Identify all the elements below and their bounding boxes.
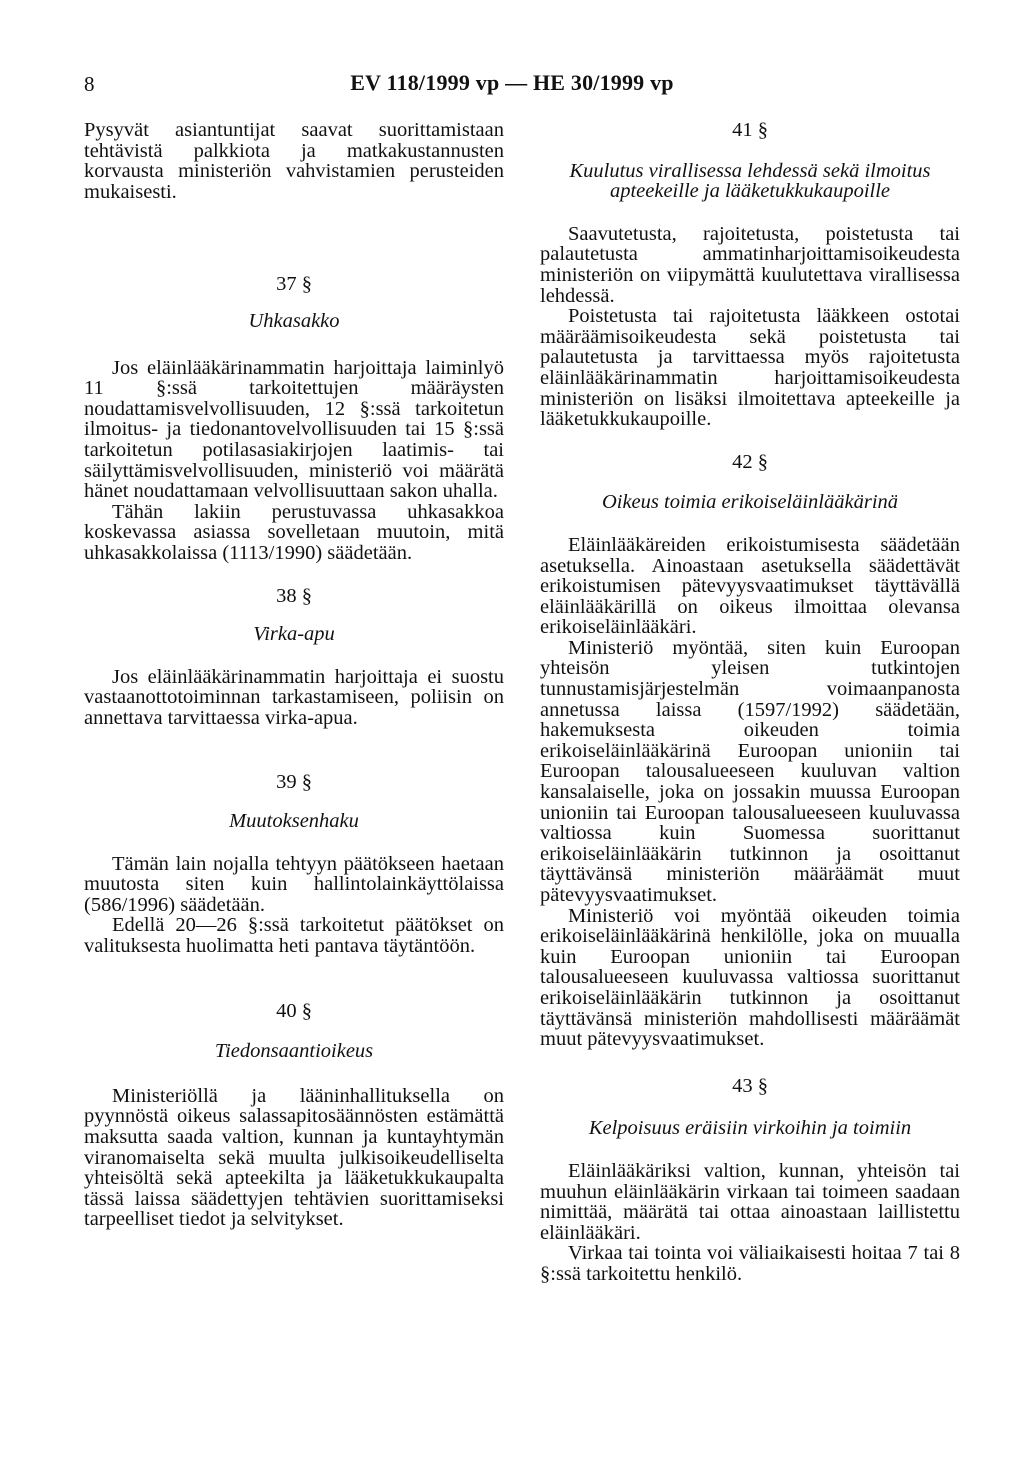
section-41-number: 41 §: [732, 119, 768, 141]
section-43-number: 43 §: [732, 1074, 768, 1097]
section-37-number: 37 §: [276, 273, 312, 296]
section-37-title: Uhkasakko: [248, 309, 340, 332]
section-40-title: Tiedonsaantioikeus: [214, 1040, 374, 1063]
section-39-title: Muutoksenhaku: [229, 810, 359, 833]
right-column: [540, 120, 960, 1285]
section-41-paragraph-1: Saavutetusta, rajoitetusta, poistetusta tai palautetusta ammatinharjoittamisoikeudesta ministeriön on viipymättä kuulutettava virallisessa lehdessä.: [540, 222, 960, 307]
section-42-paragraph-2: Ministeriö myöntää, siten kuin Euroopan yhteisön yleisen tutkintojen tunnustamisjärjestelmän voimaanpanosta annetussa laissa (1597/1992) säädetään, hakemuksesta oikeuden toimia erikoiseläinlääkärinä Euroopan unioniin tai Euroopan talousalueeseen kuuluvan valtion kansalaiselle, joka on jossakin muussa Euroopan unioniin tai Euroopan talousalueeseen kuuluvassa valtiossa kuin Suomessa suorittanut erikoiseläinlääkärin tutkinnon ja osoittanut täyttävänsä ministeriön määräämät muut pätevyysvaatimukset.: [540, 636, 960, 906]
intro-paragraph: Pysyvät asiantuntijat saavat suorittamistaan tehtävistä palkkiota ja matkakustannusten korvausta ministeriön vahvistamien perusteiden mukaisesti.: [84, 119, 504, 203]
section-43-paragraph-1: Eläinlääkäriksi valtion, kunnan, yhteisön tai muuhun eläinlääkärin virkaan tai toimeen saadaan nimittää, määrätä tai ottaa ainoastaan laillistettu eläinlääkäri.: [540, 1159, 960, 1244]
section-39-paragraph-2: Edellä 20—26 §:ssä tarkoitetut päätökset on valituksesta huolimatta heti pantava täytäntöön.: [84, 914, 504, 958]
section-42-number: 42 §: [732, 450, 768, 473]
section-40-paragraph-1: Ministeriöllä ja lääninhallituksella on pyynnöstä oikeus salassapitosäännösten estämättä maksutta saada valtion, kunnan ja kuntayhtymän viranomaiselta sekä muulta julkisoikeudelliselta yhteisöltä sekä apteekilta ja lääketukkukaupalta tässä laissa säädettyjen tehtävien suorittamiseksi tarpeelliset tiedot ja selvitykset.: [84, 1084, 504, 1231]
section-41-paragraph-2: Poistetusta tai rajoitetusta lääkkeen ostotai määräämisoikeudesta sekä poistetusta tai palautetusta ja tarvittaessa myös rajoitetusta eläinlääkärinammatin harjoittamisoikeudesta ministeriön on lisäksi ilmoitettava apteekeille ja lääketukkukaupoille.: [540, 305, 960, 431]
page-number: 8: [84, 72, 95, 96]
section-38-paragraph-1: Jos eläinlääkärinammatin harjoittaja ei suostu vastaanottotoiminnan tarkastamiseen, poliisin on annettava tarvittaessa virka-apua.: [84, 665, 504, 729]
section-37-paragraph-2: Tähän lakiin perustuvassa uhkasakkoa koskevassa asiassa sovelletaan muutoin, mitä uhkasakkolaissa (1113/1990) säädetään.: [84, 500, 504, 564]
section-42-title: Oikeus toimia erikoiseläinlääkärinä: [601, 491, 899, 514]
section-38-title: Virka-apu: [253, 623, 335, 646]
section-38-number: 38 §: [276, 584, 312, 607]
section-39-paragraph-1: Tämän lain nojalla tehtyyn päätökseen haetaan muutosta siten kuin hallintolainkäyttölaissa (586/1996) säädetään.: [84, 852, 504, 916]
left-column: [84, 120, 504, 1230]
section-37-paragraph-1: Jos eläinlääkärinammatin harjoittaja laiminlyö 11 §:ssä tarkoitettujen määräysten noudattamisvelvollisuuden, 12 §:ssä tarkoitetun ilmoitus- ja tiedonantovelvollisuuden tai 15 §:ssä tarkoitetun potilasasiakirjojen laatimis- tai säilyttämisvelvollisuuden, ministeriö voi määrätä hänet noudattamaan velvollisuuttaan sakon uhalla.: [84, 356, 504, 503]
section-43-title: Kelpoisuus eräisiin virkoihin ja toimiin: [588, 1117, 912, 1140]
section-39-number: 39 §: [276, 771, 312, 794]
section-41-title: Kuulutus virallisessa lehdessä sekä ilmoitus apteekeille ja lääketukkukaupoille: [569, 159, 931, 203]
section-43-paragraph-2: Virkaa tai tointa voi väliaikaisesti hoitaa 7 tai 8 §:ssä tarkoitettu henkilö.: [540, 1242, 960, 1285]
running-header: EV 118/1999 vp — HE 30/1999 vp: [350, 70, 674, 95]
section-40-number: 40 §: [276, 999, 312, 1022]
section-42-paragraph-1: Eläinlääkäreiden erikoistumisesta säädetään asetuksella. Ainoastaan asetuksella säädettävät erikoistumisen pätevyysvaatimukset täyttävällä eläinlääkärillä on oikeus ilmoittaa olevansa erikoiseläinlääkäri.: [540, 533, 960, 639]
section-42-paragraph-3: Ministeriö voi myöntää oikeuden toimia erikoiseläinlääkärinä henkilölle, joka on muualla kuin Euroopan unioniin tai Euroopan talousalueeseen kuuluvassa valtiossa suorittanut erikoiseläinlääkärin tutkinnon ja osoittanut täyttävänsä ministeriön mahdollisesti määräämät muut pätevyysvaatimukset.: [540, 904, 960, 1051]
